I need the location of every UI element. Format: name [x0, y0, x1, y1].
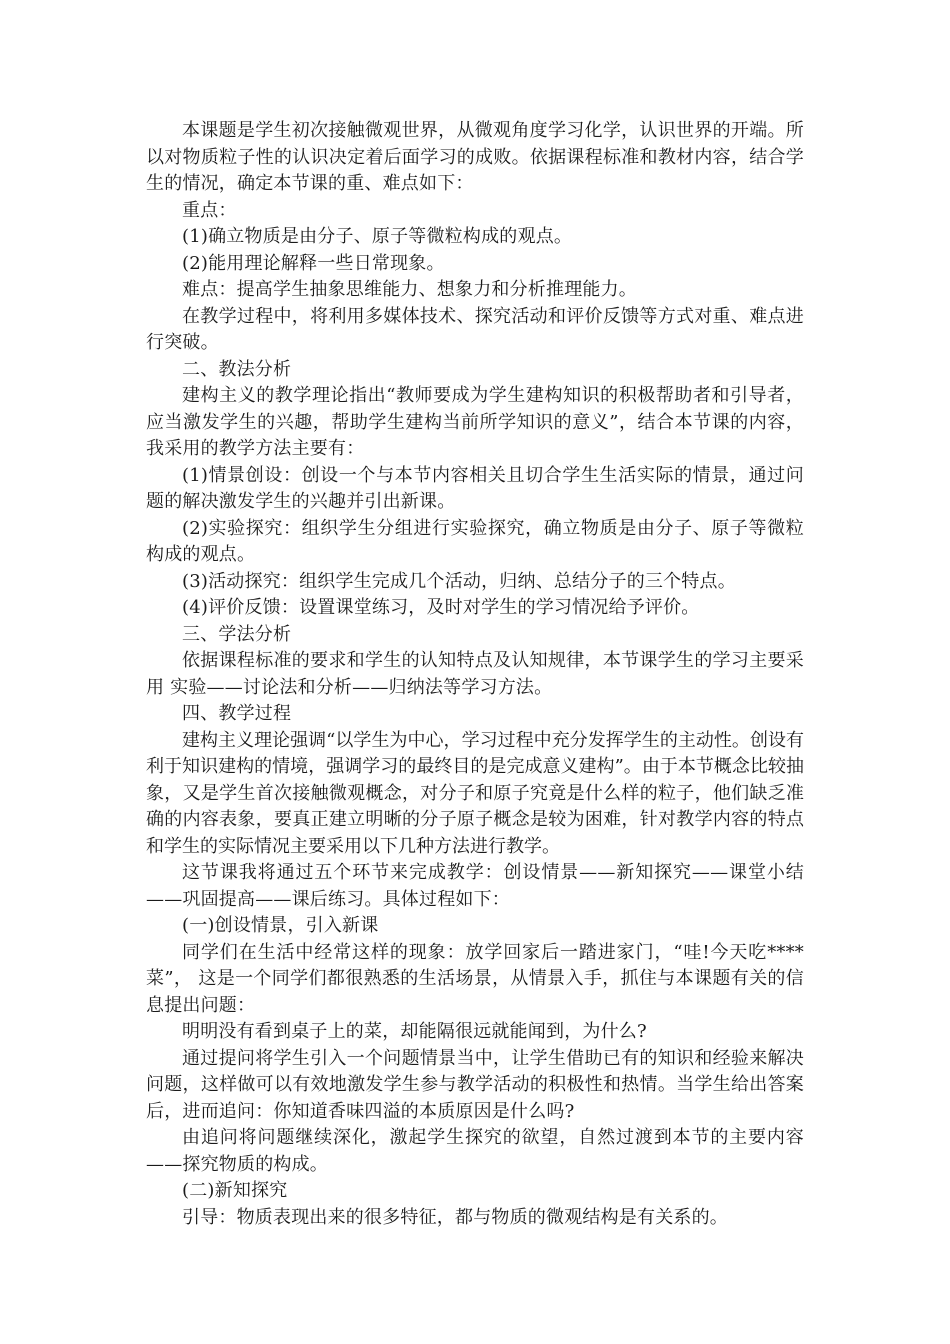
paragraph-learning-method: 依据课程标准的要求和学生的认知特点及认知规律，本节课学生的学习主要采用 实验——讨论法和分析——归纳法等学习方法。 — [146, 650, 804, 698]
paragraph-intro: 本课题是学生初次接触微观世界，从微观角度学习化学，认识世界的开端。所以对物质粒子性的认识决定着后面学习的成败。依据课程标准和教材内容，结合学生的情况，确定本节课的重、难点如下： — [146, 120, 804, 194]
document-page — [146, 118, 804, 1231]
section-teaching-process: 四、教学过程 — [182, 703, 292, 724]
paragraph-constructivism: 建构主义的教学理论指出“教师要成为学生建构知识的积极帮助者和引导者，应当激发学生的兴趣，帮助学生建构当前所学知识的意义”，结合本节课的内容，我采用的教学方法主要有： — [146, 385, 804, 459]
paragraph-question: 明明没有看到桌子上的菜，却能隔很远就能闻到，为什么? — [182, 1021, 647, 1042]
paragraph-follow-up: 由追问将问题继续深化，激起学生探究的欲望，自然过渡到本节的主要内容——探究物质的构成。 — [146, 1127, 804, 1175]
section-learning-method: 三、学法分析 — [182, 623, 292, 645]
subsection-new-knowledge: (二)新知探究 — [182, 1180, 288, 1201]
paragraph-questioning: 通过提问将学生引入一个问题情景当中，让学生借助已有的知识和经验来解决问题，这样做可以有效地激发学生参与教学活动的积极性和热情。当学生给出答案后，进而追问：你知道香味四溢的本质原因是什么吗? — [146, 1047, 804, 1122]
paragraph-life-scene: 同学们在生活中经常这样的现象：放学回家后一踏进家门，“哇!今天吃****菜”， 这是一个同学们都很熟悉的生活场景，从情景入手，抓住与本课题有关的信息提出问题： — [146, 941, 804, 1016]
paragraph-constructivism-theory: 建构主义理论强调“以学生为中心，学习过程中充分发挥学生的主动性。创设有利于知识建构的情境，强调学习的最终目的是完成意义建构”。由于本节概念比较抽象，又是学生首次接触微观概念，对分子和原子究竟是什么样的粒子，他们缺乏准确的内容表象，要真正建立明晰的分子原子概念是较为困难，针对教学内容的特点和学生的实际情况主要采用以下几种方法进行教学。 — [146, 729, 804, 857]
paragraph-five-steps: 这节课我将通过五个环节来完成教学：创设情景——新知探究——课堂小结——巩固提高——课后练习。具体过程如下： — [146, 862, 804, 910]
key-point-2: (2)能用理论解释一些日常现象。 — [182, 252, 445, 274]
method-3: (3)活动探究：组织学生完成几个活动，归纳、总结分子的三个特点。 — [182, 570, 736, 592]
heading-key-points: 重点： — [182, 199, 237, 221]
method-2: (2)实验探究：组织学生分组进行实验探究，确立物质是由分子、原子等微粒构成的观点。 — [146, 517, 804, 565]
key-point-1: (1)确立物质是由分子、原子等微粒构成的观点。 — [182, 226, 573, 247]
method-1: (1)情景创设：创设一个与本节内容相关且切合学生生活实际的情景，通过问题的解决激发学生的兴趣并引出新课。 — [146, 464, 804, 512]
subsection-create-scene: (一)创设情景，引入新课 — [182, 915, 379, 936]
difficult-point: 难点：提高学生抽象思维能力、想象力和分析推理能力。 — [182, 279, 637, 300]
paragraph-breakthrough: 在教学过程中，将利用多媒体技术、探究活动和评价反馈等方式对重、难点进行突破。 — [146, 305, 804, 353]
method-4: (4)评价反馈：设置课堂练习，及时对学生的学习情况给予评价。 — [182, 597, 700, 618]
paragraph-guide: 引导：物质表现出来的很多特征，都与物质的微观结构是有关系的。 — [182, 1206, 728, 1228]
section-teaching-method: 二、教法分析 — [182, 358, 292, 380]
